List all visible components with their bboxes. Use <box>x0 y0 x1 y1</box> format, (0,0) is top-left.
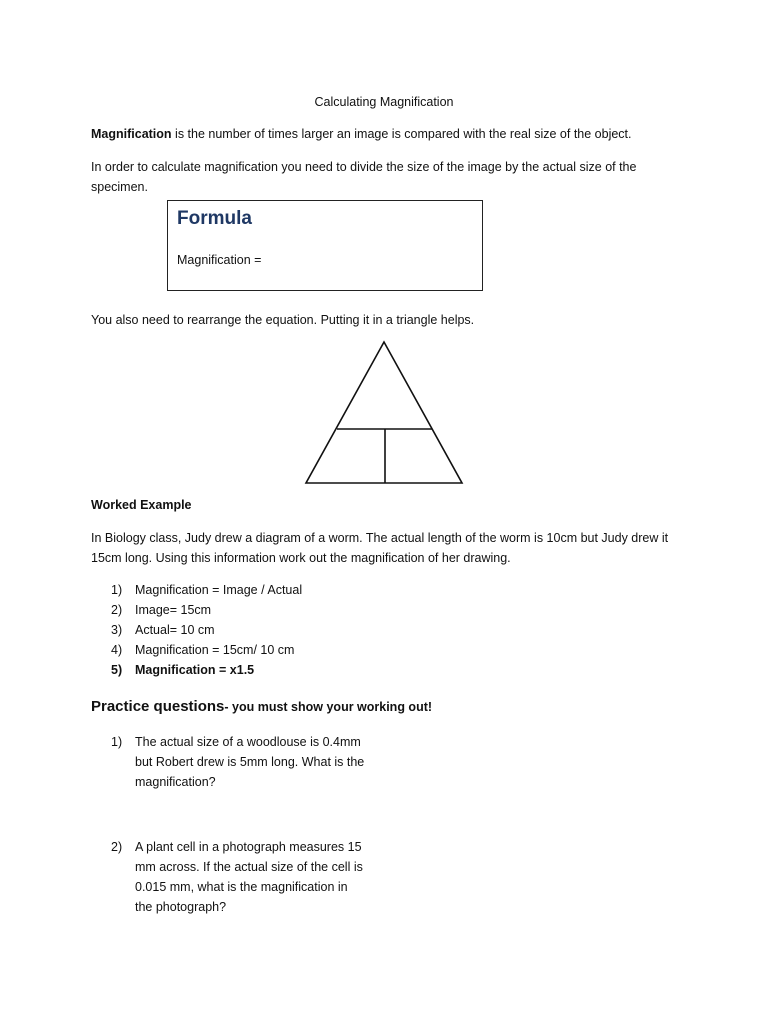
rearrange-paragraph: You also need to rearrange the equation. Putting it in a triangle helps. <box>91 313 475 327</box>
formula-box <box>167 200 483 291</box>
step-number: 2) <box>111 603 123 617</box>
question-number: 1) <box>111 735 123 749</box>
step-item <box>91 600 681 620</box>
step-text: Actual= 10 cm <box>135 623 215 637</box>
step-item <box>91 580 681 600</box>
step-number: 1) <box>111 583 123 597</box>
worked-example-text: In Biology class, Judy drew a diagram of a worm. The actual length of the worm is 10cm but Judy drew it 15cm long. Using this information work out the magnification of her drawing. <box>91 531 669 565</box>
practice-question <box>111 732 371 796</box>
practice-question <box>111 837 371 921</box>
formula-text: Magnification = <box>177 253 262 267</box>
step-number: 5) <box>111 663 123 677</box>
step-text: Magnification = 15cm/ 10 cm <box>135 643 295 657</box>
definition-term: Magnification <box>91 127 172 141</box>
practice-title: Practice questions <box>91 698 225 715</box>
formula-heading: Formula <box>177 208 252 229</box>
definition-text: is the number of times larger an image is compared with the real size of the object. <box>171 127 632 141</box>
formula-triangle-diagram <box>304 340 464 486</box>
question-number: 2) <box>111 840 123 854</box>
triangle-outline <box>306 342 462 483</box>
step-item <box>91 660 681 680</box>
practice-subtitle: - you must show your working out! <box>224 700 433 714</box>
page-title: Calculating Magnification <box>314 95 454 109</box>
method-paragraph: In order to calculate magnification you need to divide the size of the image by the actual size of the specimen. <box>91 160 637 194</box>
step-item <box>91 640 681 660</box>
practice-heading <box>91 697 432 717</box>
step-item <box>91 620 681 640</box>
question-text: The actual size of a woodlouse is 0.4mm but Robert drew is 5mm long. What is the magnification? <box>135 735 365 789</box>
step-number: 4) <box>111 643 123 657</box>
question-text: A plant cell in a photograph measures 15 mm across. If the actual size of the cell is 0.015 mm, what is the magnification in the photograph? <box>135 840 363 914</box>
step-number: 3) <box>111 623 123 637</box>
step-text: Image= 15cm <box>135 603 212 617</box>
definition-paragraph <box>91 124 681 144</box>
step-text: Magnification = x1.5 <box>135 663 255 677</box>
step-text: Magnification = Image / Actual <box>135 583 303 597</box>
worked-example-steps <box>91 580 681 680</box>
worked-example-heading: Worked Example <box>91 498 192 512</box>
